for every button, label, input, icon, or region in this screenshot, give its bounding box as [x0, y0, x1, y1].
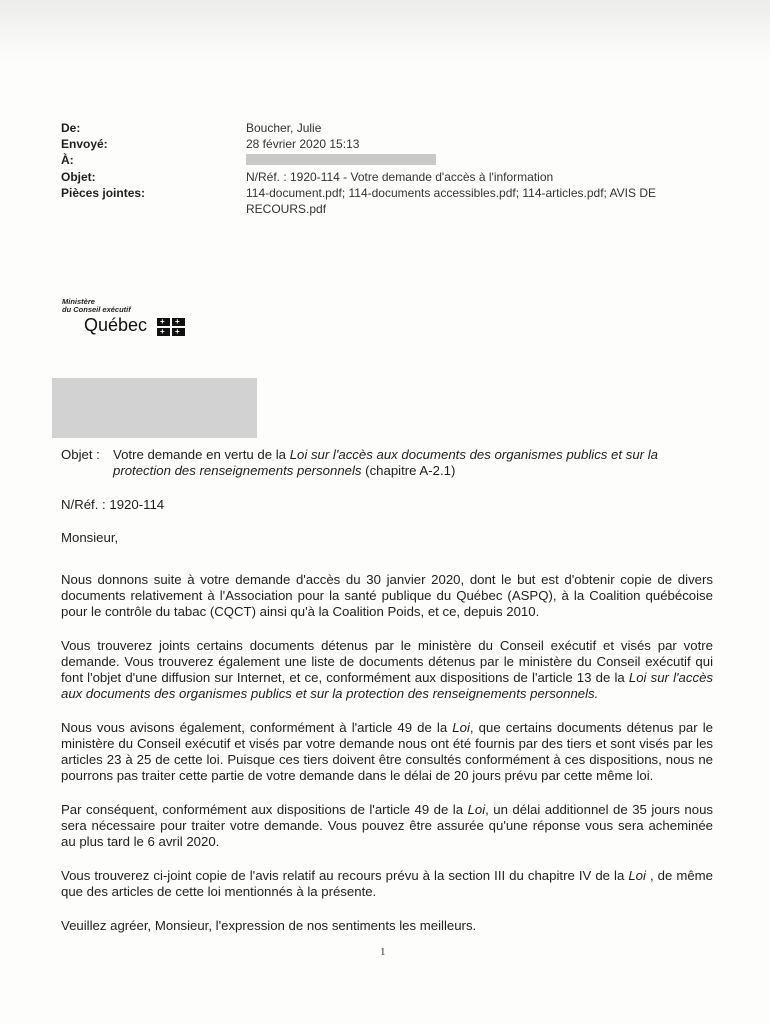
paragraph-3-post: , que certains documents détenus par le ministère du Conseil exécutif et visés par votre demande nous ont été fournis par des tiers et sont visés par les articles 23 à 25 de cette loi. Puisque ces tiers doivent être consultés conformément à ces dispositions, nous ne pourrons pas traiter cette partie de votre demande dans le délai de 20 jours prévu par cette même loi. [61, 720, 714, 783]
salutation: Monsieur, [61, 530, 119, 545]
subject-value: N/Réf. : 1920-114 - Votre demande d'accès à l'information [246, 170, 554, 184]
sent-row [61, 136, 711, 152]
paragraph-2 [61, 638, 713, 702]
paragraph-3 [61, 720, 713, 784]
paragraph-5-pre: Vous trouverez ci-joint copie de l'avis relatif au recours prévu à la section III du chapitre IV de la [61, 868, 629, 883]
from-row [61, 120, 711, 136]
closing-paragraph: Veuillez agréer, Monsieur, l'expression de nos sentiments les meilleurs. [61, 918, 477, 933]
paragraph-5 [61, 868, 713, 900]
paragraph-1: Nous donnons suite à votre demande d'accès du 30 janvier 2020, dont le but est d'obtenir copie de divers documents relativement à l'Association pour la santé publique du Québec (ASPQ), à la Coalition québécoise pour le contrôle du tabac (CQCT) ainsi qu'à la Coalition Poids, et ce, depuis 2010. [61, 572, 713, 619]
to-redaction [246, 154, 436, 165]
from-label: De: [61, 121, 81, 135]
paragraph-4-post: , un délai additionnel de 35 jours nous sera nécessaire pour traiter votre demande. Vous pouvez être assurée qu'une réponse vous sera acheminée au plus tard le 6 avril 2020. [61, 802, 714, 849]
letter-reference: N/Réf. : 1920-114 [61, 497, 165, 512]
logo-ministry-line2: du Conseil exécutif [62, 305, 131, 314]
attachments-label: Pièces jointes: [61, 186, 146, 200]
subject-label: Objet: [61, 170, 96, 184]
address-redaction [52, 378, 257, 438]
letter-body [61, 447, 713, 934]
paragraph-2-text: Vous trouverez joints certains documents détenus par le ministère du Conseil exécutif et visés par votre demande. Vous trouverez également une liste de documents détenus par le ministère du Conseil exécutif qui font l'objet d'une diffusion sur Internet, et ce, conformément aux dispositions de l'article 13 de la [61, 638, 713, 685]
attachments-row [61, 185, 711, 217]
logo-quebec-text: Québec [84, 315, 148, 335]
paragraph-5-post: , de même que des articles de cette loi mentionnés à la présente. [61, 868, 713, 899]
quebec-logo [62, 298, 202, 338]
to-label: À: [61, 153, 74, 167]
letter-subject-post: (chapitre A-2.1) [361, 463, 456, 478]
paragraph-4-law: Loi [467, 802, 486, 817]
logo-ministry-line1: Ministère [62, 297, 95, 306]
letter-subject-law: Loi sur l'accès aux documents des organismes publics et sur la protection des renseignements personnels [113, 447, 658, 478]
letter-subject-label: Objet : [61, 447, 100, 462]
subject-row [61, 169, 711, 185]
paragraph-5-law: Loi [628, 868, 646, 883]
sent-value: 28 février 2020 15:13 [246, 137, 360, 151]
from-value: Boucher, Julie [246, 121, 322, 135]
scan-shadow [0, 0, 770, 60]
quebec-flag-icon [157, 318, 185, 336]
paragraph-2-law: Loi sur l'accès aux documents des organismes publics et sur la protection des renseignements personnels. [61, 670, 713, 701]
letter-subject-pre: Votre demande en vertu de la [113, 447, 290, 462]
to-row [61, 152, 711, 169]
attachments-value: 114-document.pdf; 114-documents accessibles.pdf; 114-articles.pdf; AVIS DE RECOURS.pdf [246, 186, 656, 216]
paragraph-3-pre: Nous vous avisons également, conformément à l'article 49 de la [61, 720, 453, 735]
paragraph-4-pre: Par conséquent, conformément aux dispositions de l'article 49 de la [61, 802, 468, 817]
email-header [61, 120, 711, 217]
page-number: 1 [380, 946, 386, 958]
sent-label: Envoyé: [61, 137, 108, 151]
paragraph-4 [61, 802, 713, 850]
paragraph-3-law: Loi [452, 720, 470, 735]
letter-subject [61, 447, 713, 479]
